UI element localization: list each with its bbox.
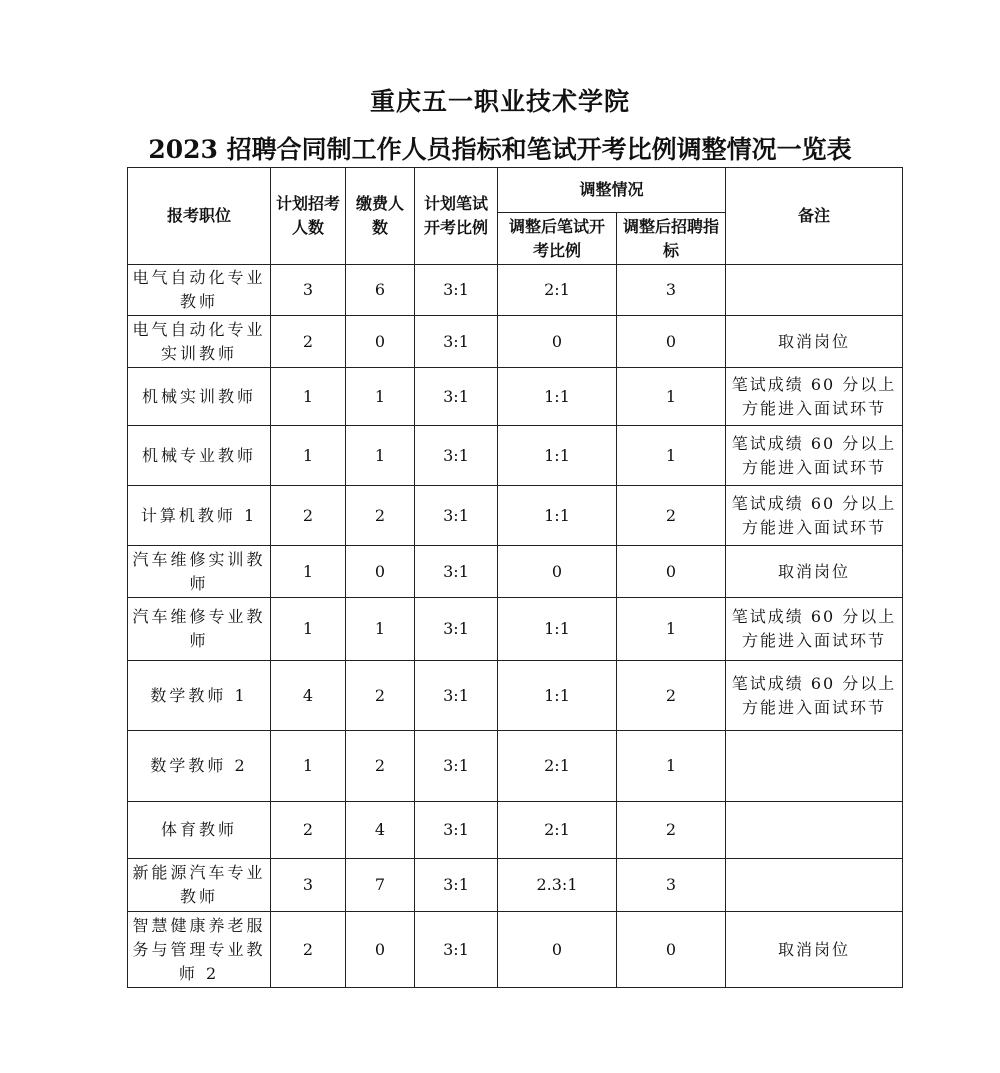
table-row [128, 265, 903, 316]
cell-planned: 3 [271, 265, 346, 316]
table-row [128, 368, 903, 426]
cell-adj-ratio: 1:1 [498, 598, 617, 661]
cell-planned: 1 [271, 426, 346, 486]
cell-adj-ratio: 1:1 [498, 368, 617, 426]
cell-adj-quota: 0 [617, 912, 726, 988]
cell-planned: 1 [271, 368, 346, 426]
cell-position: 汽车维修专业教师 [128, 598, 271, 661]
cell-paid: 1 [346, 426, 415, 486]
cell-ratio: 3:1 [415, 912, 498, 988]
cell-note: 取消岗位 [726, 546, 903, 598]
cell-paid: 1 [346, 598, 415, 661]
cell-position: 数学教师 1 [128, 661, 271, 731]
table-row [128, 661, 903, 731]
document-title: 重庆五一职业技术学院 [369, 87, 630, 116]
cell-note: 笔试成绩 60 分以上方能进入面试环节 [726, 486, 903, 546]
cell-position: 电气自动化专业实训教师 [128, 316, 271, 368]
header-note: 备注 [726, 168, 903, 265]
cell-paid: 2 [346, 661, 415, 731]
table-row [128, 802, 903, 859]
cell-planned: 1 [271, 731, 346, 802]
cell-ratio: 3:1 [415, 368, 498, 426]
header-adj-quota: 调整后招聘指标 [617, 213, 726, 265]
cell-position: 电气自动化专业教师 [128, 265, 271, 316]
cell-planned: 3 [271, 859, 346, 912]
cell-note [726, 802, 903, 859]
table-body [128, 265, 903, 988]
table-row [128, 859, 903, 912]
cell-ratio: 3:1 [415, 731, 498, 802]
cell-paid: 0 [346, 546, 415, 598]
cell-adj-ratio: 2:1 [498, 731, 617, 802]
cell-adj-quota: 1 [617, 598, 726, 661]
cell-ratio: 3:1 [415, 426, 498, 486]
table-row [128, 598, 903, 661]
table-row [128, 912, 903, 988]
adjustment-table [127, 167, 903, 988]
cell-adj-quota: 1 [617, 731, 726, 802]
cell-position: 数学教师 2 [128, 731, 271, 802]
cell-paid: 1 [346, 368, 415, 426]
table-row [128, 426, 903, 486]
cell-note [726, 265, 903, 316]
cell-ratio: 3:1 [415, 598, 498, 661]
cell-adj-ratio: 2.3:1 [498, 859, 617, 912]
cell-note: 笔试成绩 60 分以上方能进入面试环节 [726, 426, 903, 486]
cell-ratio: 3:1 [415, 316, 498, 368]
header-position: 报考职位 [128, 168, 271, 265]
cell-position: 新能源汽车专业教师 [128, 859, 271, 912]
cell-planned: 2 [271, 912, 346, 988]
cell-position: 智慧健康养老服务与管理专业教师 2 [128, 912, 271, 988]
cell-position: 机械实训教师 [128, 368, 271, 426]
cell-paid: 4 [346, 802, 415, 859]
cell-position: 机械专业教师 [128, 426, 271, 486]
cell-position: 体育教师 [128, 802, 271, 859]
cell-adj-ratio: 2:1 [498, 265, 617, 316]
cell-adj-quota: 1 [617, 368, 726, 426]
cell-planned: 4 [271, 661, 346, 731]
cell-adj-quota: 2 [617, 486, 726, 546]
cell-adj-ratio: 1:1 [498, 426, 617, 486]
header-planned: 计划招考人数 [271, 168, 346, 265]
cell-paid: 6 [346, 265, 415, 316]
header-ratio: 计划笔试开考比例 [415, 168, 498, 265]
cell-adj-quota: 2 [617, 802, 726, 859]
cell-adj-quota: 1 [617, 426, 726, 486]
cell-position: 计算机教师 1 [128, 486, 271, 546]
cell-paid: 2 [346, 731, 415, 802]
cell-paid: 0 [346, 912, 415, 988]
cell-note [726, 731, 903, 802]
table-row [128, 316, 903, 368]
cell-paid: 0 [346, 316, 415, 368]
cell-ratio: 3:1 [415, 661, 498, 731]
document-subtitle: 2023 招聘合同制工作人员指标和笔试开考比例调整情况一览表 [148, 135, 852, 164]
cell-ratio: 3:1 [415, 546, 498, 598]
cell-note: 取消岗位 [726, 912, 903, 988]
table-row [128, 731, 903, 802]
header-adjust: 调整情况 [498, 168, 726, 213]
cell-ratio: 3:1 [415, 265, 498, 316]
cell-note: 笔试成绩 60 分以上方能进入面试环节 [726, 661, 903, 731]
cell-planned: 1 [271, 598, 346, 661]
table-row [128, 486, 903, 546]
cell-adj-ratio: 0 [498, 546, 617, 598]
cell-planned: 2 [271, 802, 346, 859]
cell-note: 取消岗位 [726, 316, 903, 368]
cell-planned: 1 [271, 546, 346, 598]
cell-note: 笔试成绩 60 分以上方能进入面试环节 [726, 368, 903, 426]
cell-adj-quota: 0 [617, 546, 726, 598]
cell-adj-quota: 3 [617, 265, 726, 316]
header-adj-ratio: 调整后笔试开考比例 [498, 213, 617, 265]
cell-note: 笔试成绩 60 分以上方能进入面试环节 [726, 598, 903, 661]
cell-adj-ratio: 1:1 [498, 486, 617, 546]
cell-note [726, 859, 903, 912]
cell-paid: 2 [346, 486, 415, 546]
header-paid: 缴费人数 [346, 168, 415, 265]
cell-adj-quota: 0 [617, 316, 726, 368]
table-row [128, 546, 903, 598]
cell-adj-quota: 2 [617, 661, 726, 731]
cell-position: 汽车维修实训教师 [128, 546, 271, 598]
cell-adj-ratio: 2:1 [498, 802, 617, 859]
cell-adj-ratio: 1:1 [498, 661, 617, 731]
cell-ratio: 3:1 [415, 859, 498, 912]
cell-ratio: 3:1 [415, 802, 498, 859]
cell-ratio: 3:1 [415, 486, 498, 546]
cell-adj-ratio: 0 [498, 316, 617, 368]
cell-adj-quota: 3 [617, 859, 726, 912]
cell-adj-ratio: 0 [498, 912, 617, 988]
cell-planned: 2 [271, 316, 346, 368]
cell-paid: 7 [346, 859, 415, 912]
cell-planned: 2 [271, 486, 346, 546]
